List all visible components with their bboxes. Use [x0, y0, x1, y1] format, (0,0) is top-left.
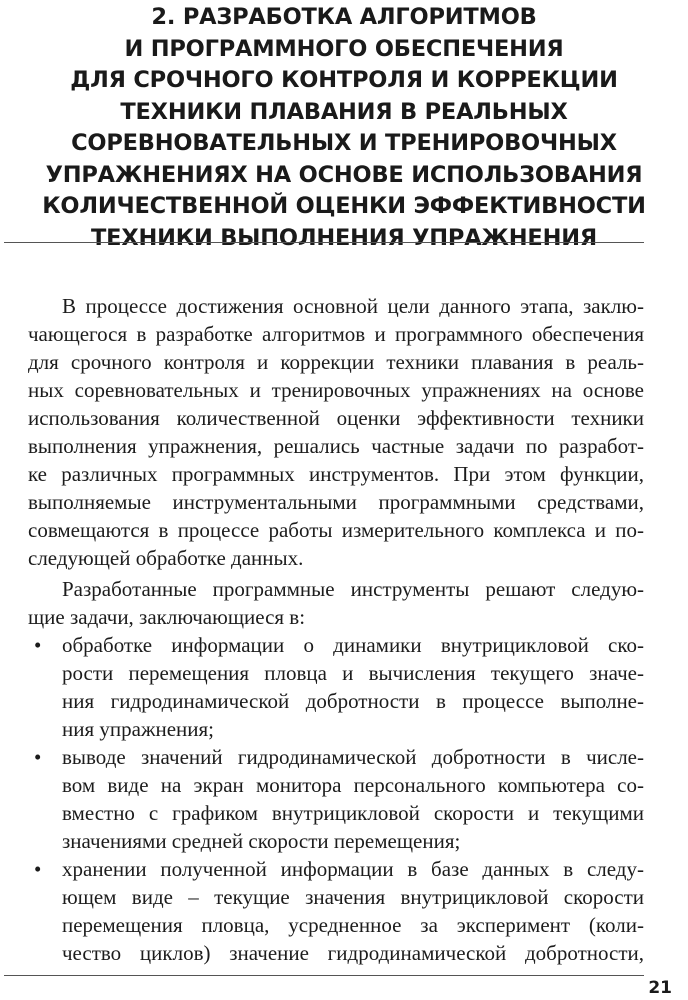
- text-line: ния гидродинамической добротности в процессе выполне-: [62, 689, 644, 713]
- text-line: ния упражнения;: [62, 717, 214, 741]
- text-line: ке различных программных инструментов. При этом функции,: [28, 462, 644, 486]
- text-line: обработке информации о динамики внутрицикловой ско-: [62, 633, 644, 657]
- list-item: [28, 855, 644, 967]
- text-line: В процессе достижения основной цели данного этапа, заклю-: [62, 294, 644, 318]
- text-line: ющем виде – текущие значения внутрицикловой скорости: [62, 885, 644, 909]
- text-line: использования количественной оценки эффективности техники: [28, 406, 644, 430]
- text-line: перемещения пловца, усредненное за эксперимент (коли-: [62, 913, 644, 937]
- heading-line: КОЛИЧЕСТВЕННОЙ ОЦЕНКИ ЭФФЕКТИВНОСТИ: [42, 193, 646, 219]
- text-line: чающегося в разработке алгоритмов и программного обеспечения: [28, 322, 644, 346]
- footer-divider: [4, 975, 644, 976]
- text-line: Разработанные программные инструменты решают следую-: [62, 577, 644, 601]
- body-text: [28, 292, 644, 967]
- bullet-marker: •: [34, 857, 42, 881]
- heading-divider: [4, 242, 644, 243]
- bullet-marker: •: [34, 633, 42, 657]
- heading-line: ТЕХНИКИ ВЫПОЛНЕНИЯ УПРАЖНЕНИЯ: [91, 224, 597, 251]
- paragraph-tasks: [28, 575, 644, 631]
- text-line: чество циклов) значение гидродинамической добротности,: [62, 941, 644, 965]
- section-heading: [30, 2, 658, 254]
- text-line: для срочного контроля и коррекции техники плавания в реаль-: [28, 350, 644, 374]
- text-line: рости перемещения пловца и вычисления текущего значе-: [62, 661, 644, 685]
- text-line: вместно с графиком внутрицикловой скорости и текущими: [62, 801, 644, 825]
- page-number: 21: [648, 978, 672, 998]
- heading-line: 2. РАЗРАБОТКА АЛГОРИТМОВ: [151, 4, 537, 30]
- list-item: [28, 631, 644, 743]
- text-line: совмещаются в процессе работы измерительного комплекса и по-: [28, 518, 644, 542]
- heading-line: ДЛЯ СРОЧНОГО КОНТРОЛЯ И КОРРЕКЦИИ: [70, 67, 618, 93]
- text-line: выполнения упражнения, решались частные задачи по разработ-: [28, 434, 644, 458]
- paragraph-intro: [28, 292, 644, 572]
- text-line: хранении полученной информации в базе данных в следу-: [62, 857, 644, 881]
- text-line: следующей обработке данных.: [28, 546, 304, 570]
- heading-line: СОРЕВНОВАТЕЛЬНЫХ И ТРЕНИРОВОЧНЫХ: [71, 130, 617, 156]
- text-line: выполняемые инструментальными программными средствами,: [28, 490, 644, 514]
- list-item: [28, 743, 644, 855]
- text-line: значениями средней скорости перемещения;: [62, 829, 461, 853]
- heading-line: УПРАЖНЕНИЯХ НА ОСНОВЕ ИСПОЛЬЗОВАНИЯ: [45, 161, 643, 188]
- heading-line: ТЕХНИКИ ПЛАВАНИЯ В РЕАЛЬНЫХ: [120, 98, 568, 125]
- heading-line: И ПРОГРАММНОГО ОБЕСПЕЧЕНИЯ: [124, 35, 564, 62]
- text-line: щие задачи, заключающиеся в:: [28, 605, 306, 629]
- bullet-marker: •: [34, 745, 42, 769]
- text-line: ных соревновательных и тренировочных упражнениях на основе: [28, 378, 644, 402]
- text-line: выводе значений гидродинамической добротности в числе-: [62, 745, 644, 769]
- text-line: вом виде на экран монитора персонального компьютера со-: [62, 773, 644, 797]
